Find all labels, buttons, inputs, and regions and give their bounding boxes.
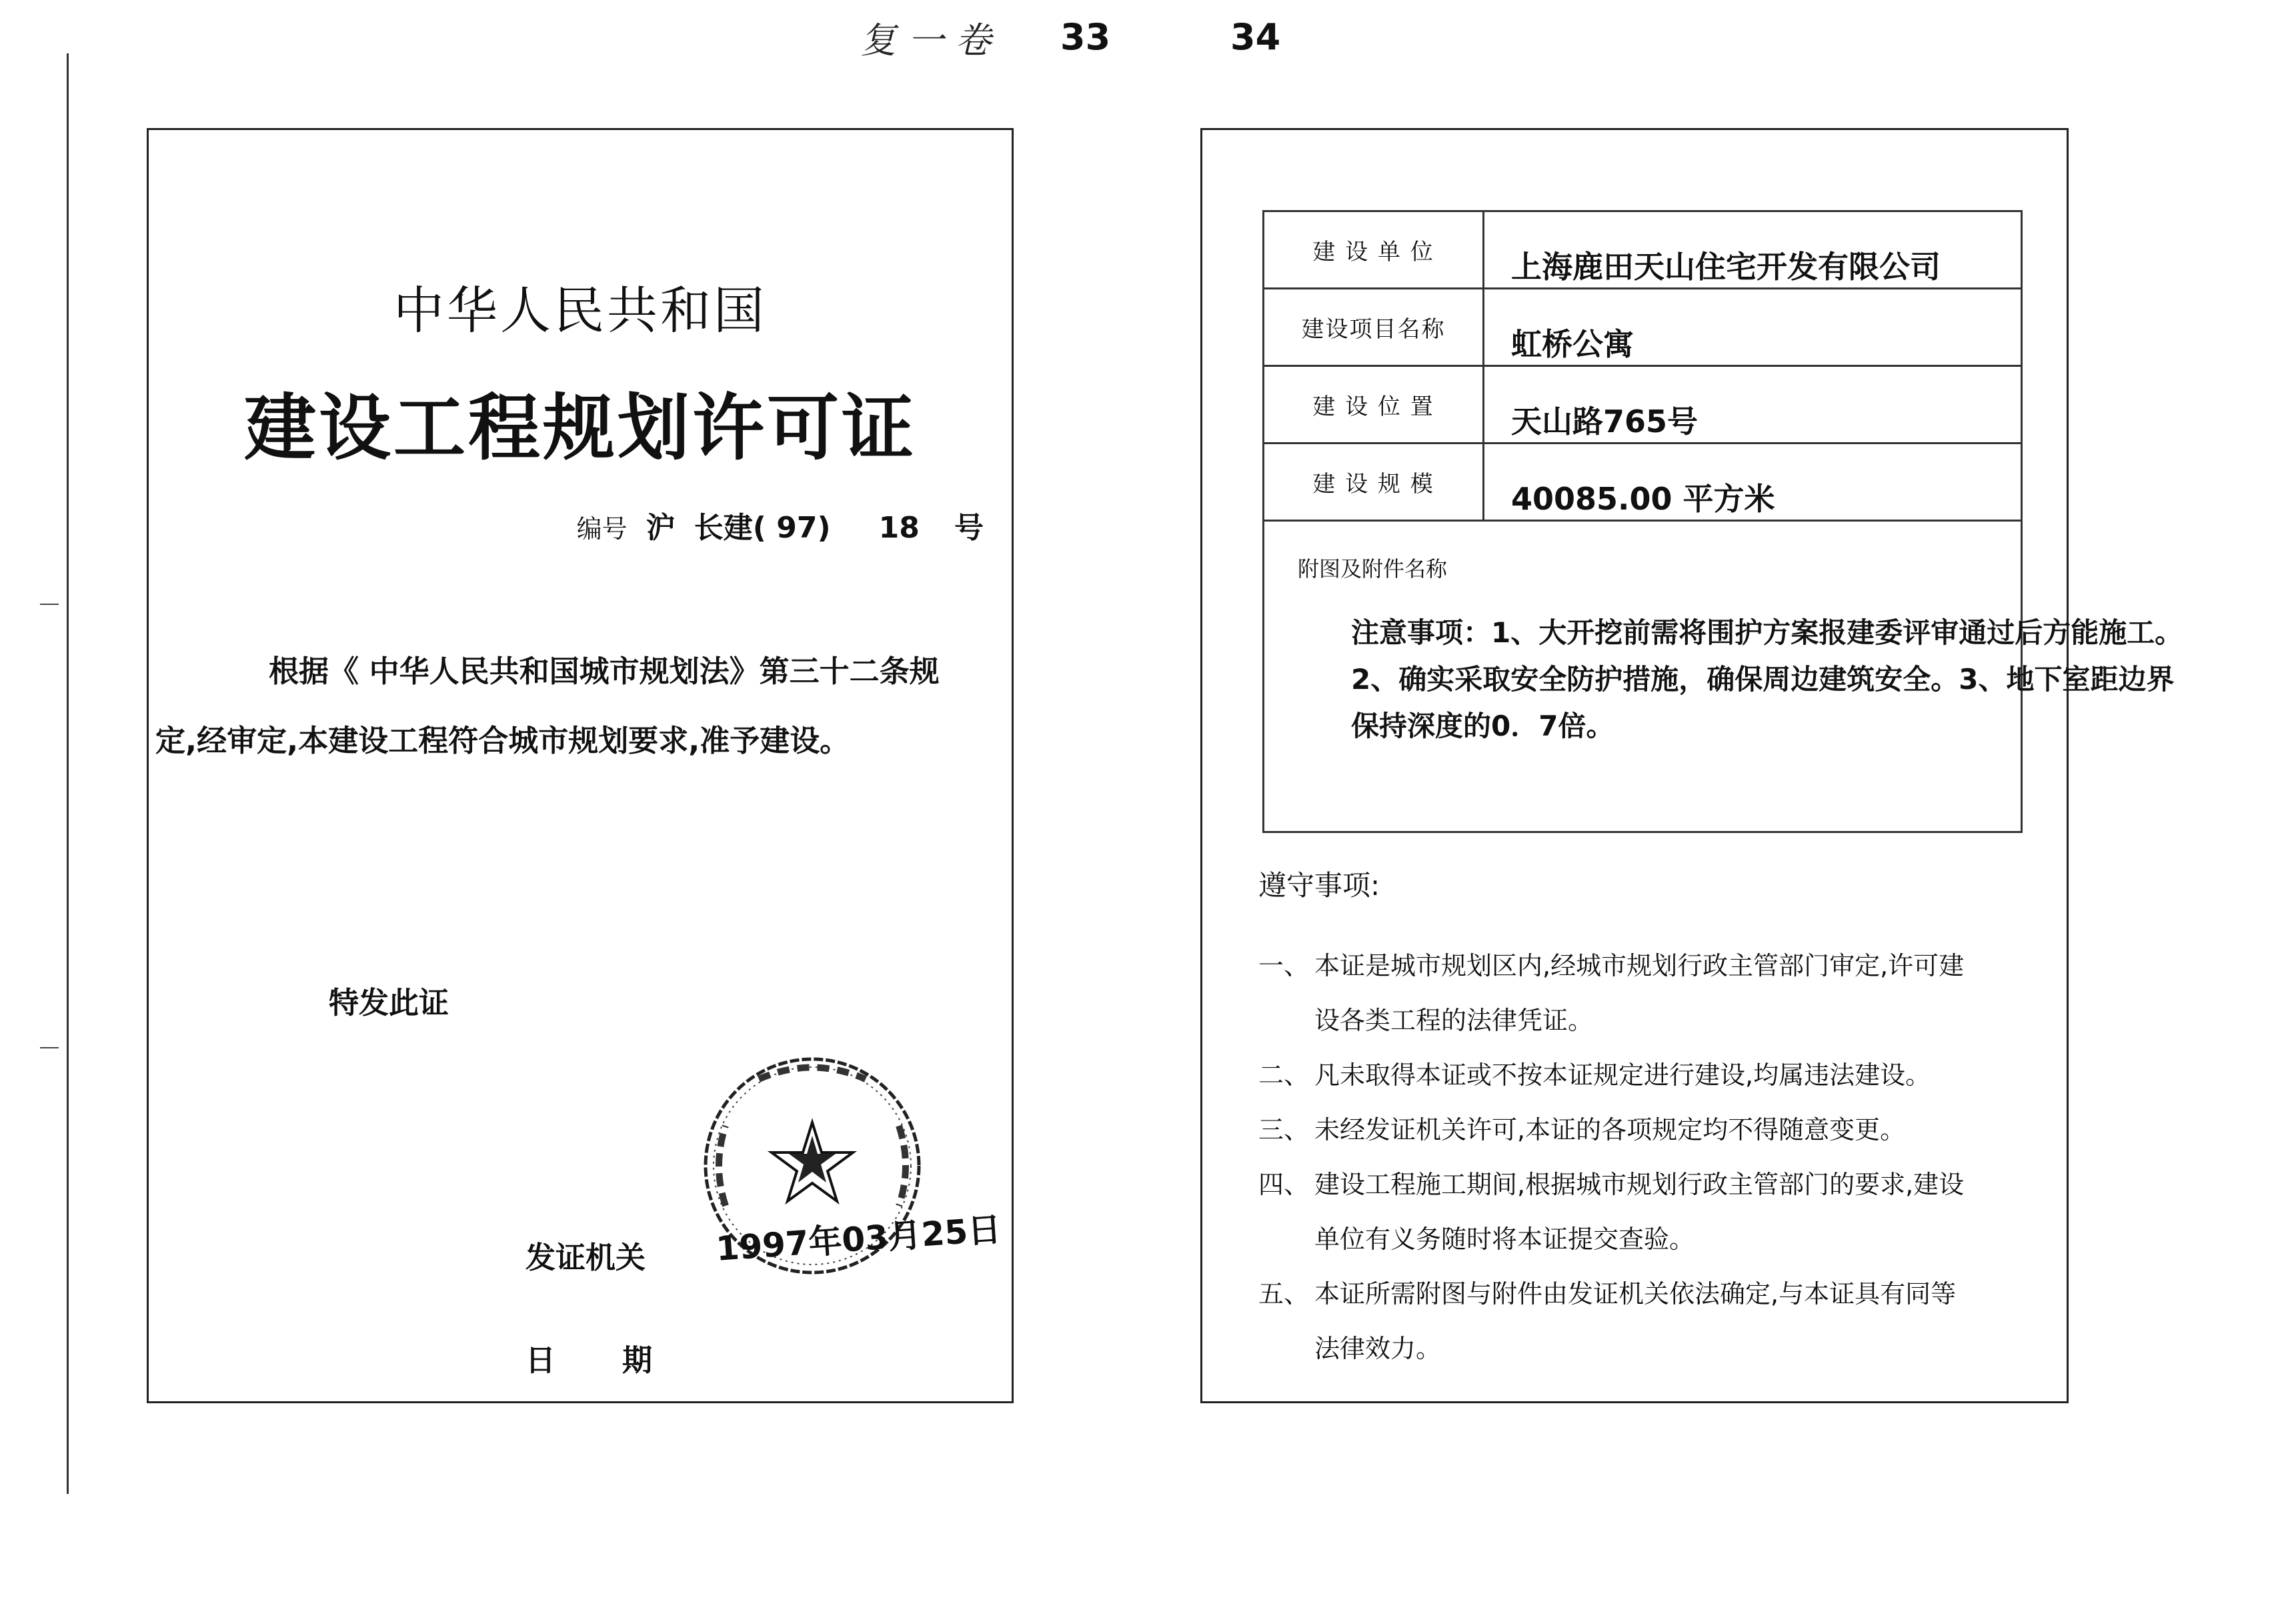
row-value: 上海鹿田天山住宅开发有限公司 <box>1511 249 1941 285</box>
row-label: 建 设 位 置 <box>1264 367 1484 442</box>
issuing-authority-label: 发证机关 <box>525 1240 646 1275</box>
rule-text: 凡未取得本证或不按本证规定进行建设,均属违法建设。 <box>1314 1060 1931 1090</box>
permit-cover-page <box>147 128 1014 1403</box>
seal-date: 1997年03月25日 <box>714 1210 1003 1269</box>
rule-number: 二、 <box>1258 1060 1310 1090</box>
list-item <box>1258 938 2045 1048</box>
serial-code: 长建( 97) <box>694 511 831 545</box>
rule-text: 法律效力。 <box>1314 1334 1442 1363</box>
compliance-rules-list <box>1258 938 2045 1376</box>
serial-prefix: 沪 <box>646 511 676 545</box>
serial-number <box>566 504 984 546</box>
special-issue-text: 特发此证 <box>329 985 449 1020</box>
table-row <box>1264 367 2021 444</box>
table-row <box>1264 289 2021 367</box>
legal-basis-paragraph <box>155 637 989 776</box>
rule-text: 本证是城市规划区内,经城市规划行政主管部门审定,许可建 <box>1314 951 1965 980</box>
serial-number-value: 18 <box>878 511 920 545</box>
list-item <box>1258 1267 2045 1376</box>
serial-label: 编号 <box>576 514 628 544</box>
row-value: 虹桥公寓 <box>1511 326 1634 362</box>
compliance-title: 遵守事项: <box>1258 869 1380 902</box>
note-line: 保持深度的0．7倍。 <box>1351 710 1614 742</box>
rule-text: 未经发证机关许可,本证的各项规定均不得随意变更。 <box>1314 1115 1906 1144</box>
table-row <box>1264 212 2021 289</box>
table-row <box>1264 444 2021 522</box>
rule-text: 设各类工程的法律凭证。 <box>1314 1006 1594 1035</box>
margin-tick <box>40 1047 59 1048</box>
note-line: 2、确实采取安全防护措施，确保周边建筑安全。3、地下室距边界 <box>1351 663 2175 696</box>
rule-text: 建设工程施工期间,根据城市规划行政主管部门的要求,建设 <box>1314 1170 1965 1199</box>
permit-details-page <box>1200 128 2183 1403</box>
country-title: 中华人民共和国 <box>393 281 767 340</box>
list-item <box>1258 1048 2045 1102</box>
row-value: 天山路765号 <box>1511 403 1698 440</box>
list-item <box>1258 1157 2045 1267</box>
note-line: 注意事项：1、大开挖前需将围护方案报建委评审通过后方能施工。 <box>1351 616 2183 649</box>
list-item <box>1258 1102 2045 1157</box>
margin-tick <box>40 604 59 605</box>
rule-text: 本证所需附图与附件由发证机关依法确定,与本证具有同等 <box>1314 1279 1957 1309</box>
project-info-table <box>1262 210 2183 833</box>
row-value: 40085.00 平方米 <box>1511 481 1775 517</box>
binding-line <box>67 53 69 1494</box>
page-number-left: 33 <box>1060 16 1111 58</box>
rule-number: 四、 <box>1258 1170 1310 1199</box>
row-label: 建设项目名称 <box>1264 289 1484 365</box>
rule-number: 五、 <box>1258 1279 1310 1309</box>
row-label: 建 设 规 模 <box>1264 444 1484 520</box>
paragraph-line: 根据《 中华人民共和国城市规划法》第三十二条规 <box>269 654 940 689</box>
rule-number: 一、 <box>1258 951 1310 980</box>
notes-block <box>1351 610 2183 750</box>
attachments-label: 附图及附件名称 <box>1298 556 1448 582</box>
rule-text: 单位有义务随时将本证提交查验。 <box>1314 1225 1695 1254</box>
row-label: 建 设 单 位 <box>1264 212 1484 287</box>
handwritten-note: 复 一 卷 <box>860 19 992 61</box>
serial-suffix: 号 <box>954 511 984 545</box>
permit-title: 建设工程规划许可证 <box>243 387 916 470</box>
paragraph-line: 定,经审定,本建设工程符合城市规划要求,准予建设。 <box>155 723 850 758</box>
page-number-right: 34 <box>1230 16 1281 58</box>
date-label: 日期 <box>525 1343 720 1378</box>
rule-number: 三、 <box>1258 1115 1310 1144</box>
